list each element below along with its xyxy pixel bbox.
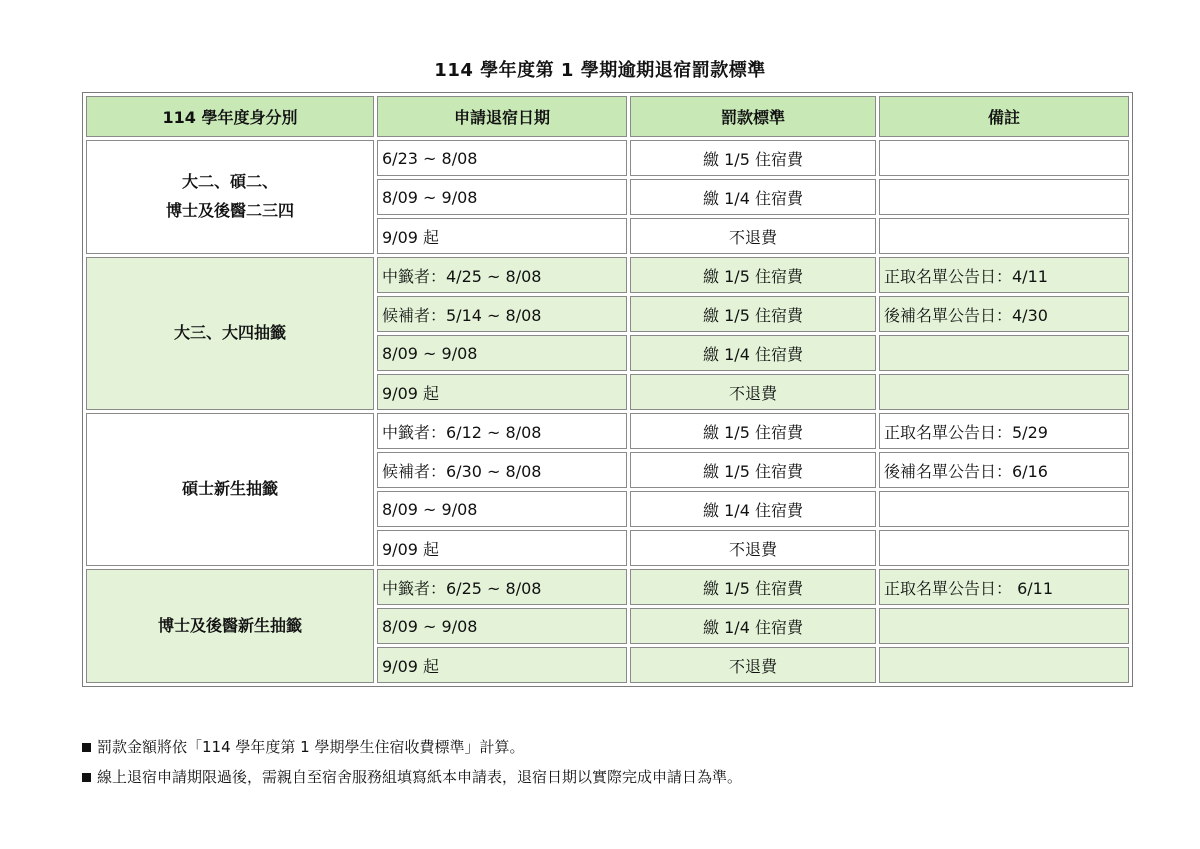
fee-cell: 不退費: [630, 218, 876, 254]
date-cell: 9/09 起: [377, 218, 627, 254]
header-row: [86, 96, 1129, 137]
fee-cell: 不退費: [630, 647, 876, 683]
date-cell: 8/09 ~ 9/08: [377, 608, 627, 644]
table-row: [86, 413, 1129, 449]
note-cell: [879, 374, 1129, 410]
fee-cell: 繳 1/4 住宿費: [630, 335, 876, 371]
note-cell: [879, 530, 1129, 566]
table-row: [86, 257, 1129, 293]
note-cell: 正取名單公告日：4/11: [879, 257, 1129, 293]
note-cell: 後補名單公告日：6/16: [879, 452, 1129, 488]
date-cell: 6/23 ~ 8/08: [377, 140, 627, 176]
penalty-table: [82, 92, 1133, 687]
square-bullet-icon: [82, 773, 91, 782]
note-cell: [879, 335, 1129, 371]
note-cell: [879, 179, 1129, 215]
note-cell: 正取名單公告日：5/29: [879, 413, 1129, 449]
header-fee: 罰款標準: [630, 96, 876, 137]
table-row: [86, 569, 1129, 605]
group-label-line1: 大二、碩二、: [181, 172, 278, 192]
date-cell: 候補者：6/30 ~ 8/08: [377, 452, 627, 488]
note-cell: 後補名單公告日：4/30: [879, 296, 1129, 332]
date-cell: 8/09 ~ 9/08: [377, 335, 627, 371]
fee-cell: 繳 1/5 住宿費: [630, 140, 876, 176]
header-date: 申請退宿日期: [377, 96, 627, 137]
date-cell: 9/09 起: [377, 530, 627, 566]
note-cell: [879, 491, 1129, 527]
square-bullet-icon: [82, 743, 91, 752]
note-cell: [879, 218, 1129, 254]
group-label-line1: 博士及後醫新生抽籤: [157, 615, 302, 635]
fee-cell: 繳 1/5 住宿費: [630, 413, 876, 449]
group-label: [86, 413, 374, 566]
footnote-text: 線上退宿申請期限過後，需親自至宿舍服務組填寫紙本申請表，退宿日期以實際完成申請日為準。: [97, 768, 743, 786]
date-cell: 9/09 起: [377, 374, 627, 410]
header-identity: 114 學年度身分別: [86, 96, 374, 137]
date-cell: 中籤者：4/25 ~ 8/08: [377, 257, 627, 293]
date-cell: 8/09 ~ 9/08: [377, 491, 627, 527]
fee-cell: 繳 1/5 住宿費: [630, 257, 876, 293]
date-cell: 候補者：5/14 ~ 8/08: [377, 296, 627, 332]
page-title: 114 學年度第 1 學期逾期退宿罰款標準: [434, 60, 766, 81]
group-label-line1: 大三、大四抽籤: [173, 323, 286, 343]
note-cell: [879, 140, 1129, 176]
footnotes: [82, 736, 742, 796]
group-label: [86, 257, 374, 410]
group-label-line2: 博士及後醫二三四: [165, 201, 294, 220]
fee-cell: 繳 1/4 住宿費: [630, 608, 876, 644]
fee-cell: 繳 1/4 住宿費: [630, 179, 876, 215]
fee-cell: 繳 1/5 住宿費: [630, 452, 876, 488]
fee-cell: 繳 1/4 住宿費: [630, 491, 876, 527]
group-label: [86, 140, 374, 254]
footnote-text: 罰款金額將依「114 學年度第 1 學期學生住宿收費標準」計算。: [97, 738, 525, 756]
date-cell: 8/09 ~ 9/08: [377, 179, 627, 215]
header-note: 備註: [879, 96, 1129, 137]
note-cell: [879, 647, 1129, 683]
note-cell: 正取名單公告日： 6/11: [879, 569, 1129, 605]
fee-cell: 繳 1/5 住宿費: [630, 296, 876, 332]
footnote-item: [82, 736, 742, 766]
footnote-item: [82, 766, 742, 796]
table-row: [86, 140, 1129, 176]
date-cell: 中籤者：6/25 ~ 8/08: [377, 569, 627, 605]
fee-cell: 繳 1/5 住宿費: [630, 569, 876, 605]
fee-cell: 不退費: [630, 530, 876, 566]
group-label: [86, 569, 374, 683]
date-cell: 中籤者：6/12 ~ 8/08: [377, 413, 627, 449]
group-label-line1: 碩士新生抽籤: [181, 479, 278, 499]
fee-cell: 不退費: [630, 374, 876, 410]
date-cell: 9/09 起: [377, 647, 627, 683]
note-cell: [879, 608, 1129, 644]
